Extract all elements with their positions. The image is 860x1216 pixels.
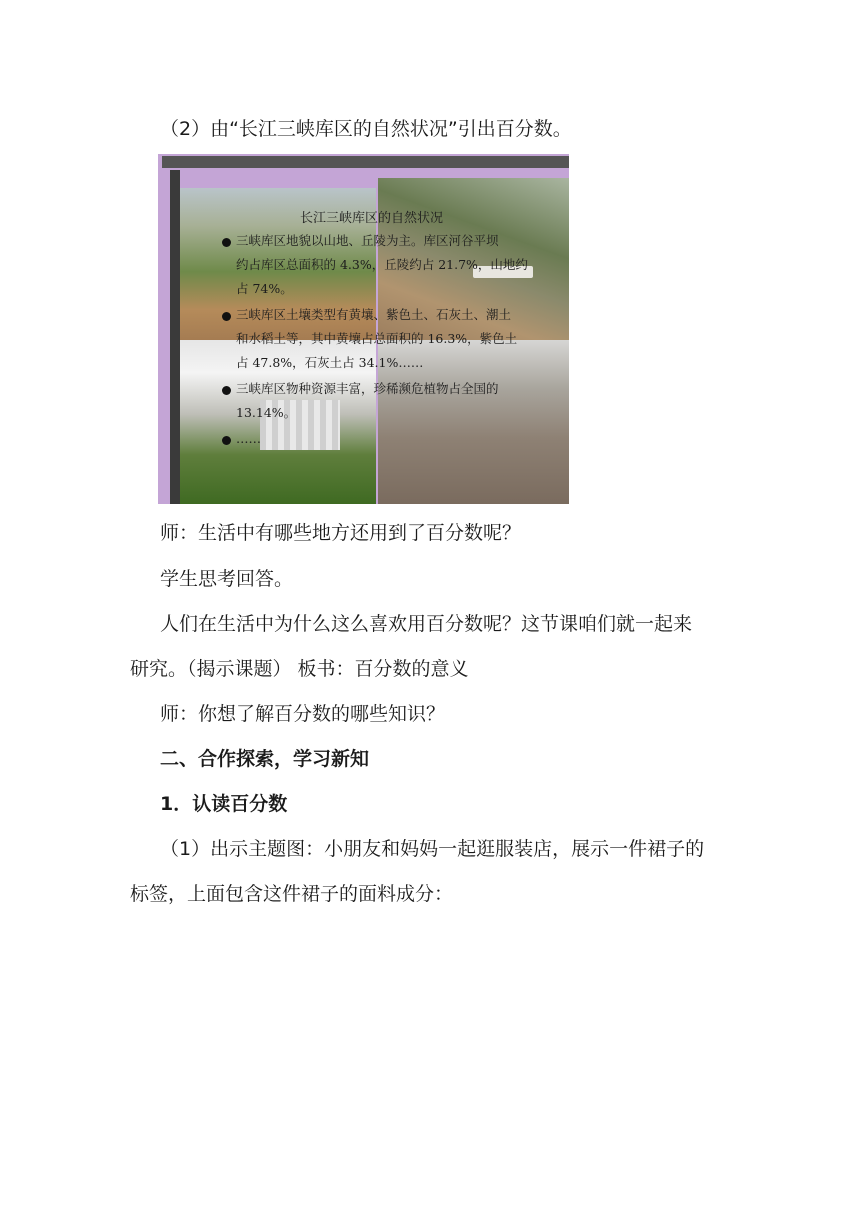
slide-bullet-1-line-2: 约占库区总面积的 4.3%，丘陵约占 21.7%，山地约	[236, 257, 528, 272]
student-response: 学生思考回答。	[160, 568, 294, 590]
slide-text-block	[158, 154, 569, 504]
slide-bullet-1-line-1: 三峡库区地貌以山地、丘陵为主。库区河谷平坝	[236, 233, 499, 248]
paragraph-why-percent-2: 研究。（揭示课题） 板书：百分数的意义	[130, 658, 469, 680]
paragraph-intro-percent: （2）由“长江三峡库区的自然状况”引出百分数。	[160, 118, 572, 140]
bullet-dot	[222, 312, 231, 321]
paragraph-theme-2: 标签，上面包含这件裙子的面料成分：	[130, 883, 454, 905]
slide-bullet-2-line-3: 占 47.8%，石灰土占 34.1%……	[236, 355, 424, 370]
three-gorges-slide	[158, 154, 569, 504]
bullet-dot	[222, 238, 231, 247]
slide-bullet-2-line-2: 和水稻土等，其中黄壤占总面积的 16.3%，紫色土	[236, 331, 518, 346]
bullet-dot	[222, 386, 231, 395]
slide-bullet-3-line-2: 13.14%。	[236, 405, 297, 420]
subsection-heading: 1．认读百分数	[160, 793, 288, 815]
bullet-dot	[222, 436, 231, 445]
slide-bullet-2-line-1: 三峡库区土壤类型有黄壤、紫色土、石灰土、潮土	[236, 307, 512, 322]
teacher-question-1: 师：生活中有哪些地方还用到了百分数呢？	[160, 522, 522, 544]
slide-bullet-1-line-3: 占 74%。	[236, 281, 293, 296]
slide-title: 长江三峡库区的自然状况	[300, 211, 444, 226]
slide-bullet-4: ……	[236, 431, 261, 446]
teacher-question-2: 师：你想了解百分数的哪些知识？	[160, 703, 446, 725]
section-heading: 二、合作探索，学习新知	[160, 748, 370, 770]
paragraph-why-percent-1: 人们在生活中为什么这么喜欢用百分数呢？这节课咱们就一起来	[160, 613, 693, 635]
paragraph-theme-1: （1）出示主题图：小朋友和妈妈一起逛服装店，展示一件裙子的	[160, 838, 705, 860]
slide-bullet-3-line-1: 三峡库区物种资源丰富，珍稀濒危植物占全国的	[236, 381, 499, 396]
